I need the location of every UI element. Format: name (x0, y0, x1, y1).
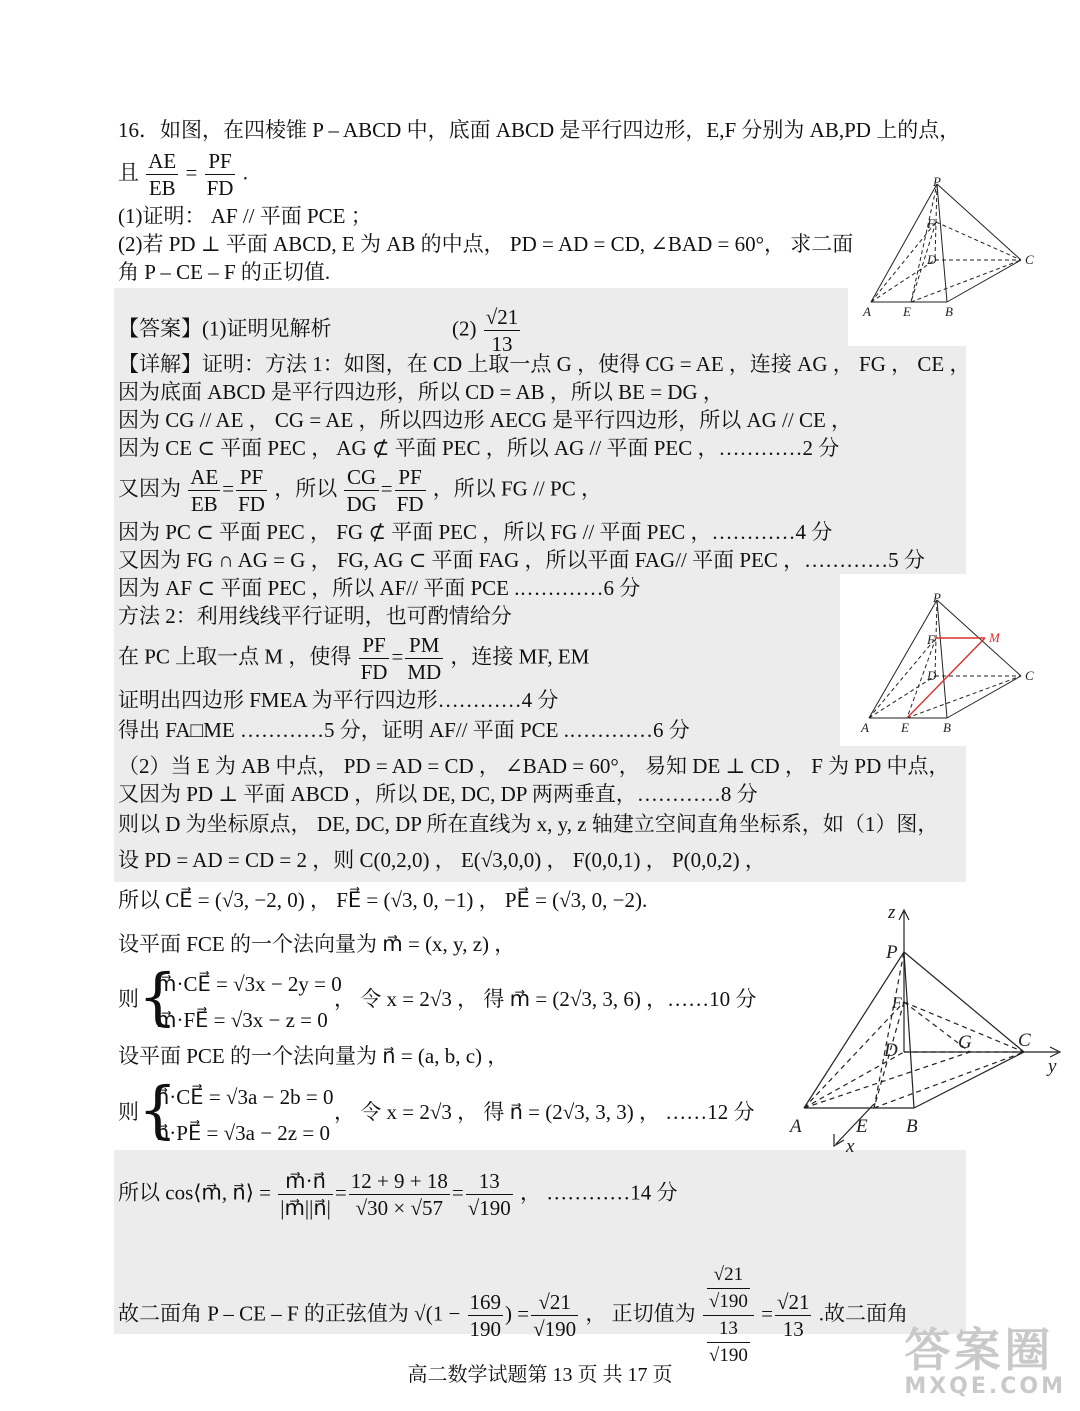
system-2-result: ， 令 x = 2√3 ， 得 n⃗ = (2√3, 3, 3) ， ……12 分 (334, 1100, 755, 1124)
brace-1: { (138, 960, 178, 1033)
solution-line-3: 因为 CG // AE ， CG = AE ，所以四边形 AECG 是平行四边形，所以 AG // CE ， (118, 408, 853, 432)
fig3-label-a: A (790, 1116, 802, 1137)
system-1-eq-a: m⃗·CE⃗ = √3x − 2y = 0 (156, 972, 342, 996)
fig3-label-b: B (906, 1116, 918, 1137)
fig1-label-d: D (927, 252, 937, 267)
solution-line-5: 又因为 $\frac{AE}{EB}$ = $\frac{PF}{FD}$ ，所以 $\frac{CG}{DG}$ = $\frac{PF}{FD}$ ，所以 FG // PC ， (118, 465, 602, 516)
ratio-pf-fd: $\frac{PF}{FD}$ (206, 149, 234, 200)
solution-line-1: 【详解】证明：方法 1：如图，在 CD 上取一点 G ，使得 CG = AE ，连接 AG ， FG ， CE ， (118, 352, 971, 376)
part2-line-3: 则以 D 为坐标原点， DE, DC, DP 所在直线为 x, y, z 轴建立空间直角坐标系，如（1）图， (118, 812, 939, 836)
answer-fraction: $\frac{√21}{13}$ (485, 305, 519, 356)
fig1-label-a: A (863, 304, 871, 319)
brace-2: { (138, 1073, 178, 1146)
fig3-label-x: x (846, 1136, 855, 1156)
fig2-label-a: A (861, 720, 869, 735)
pyramid-figure-1 (855, 170, 1045, 320)
part2-line-7: 设平面 PCE 的一个法向量为 n⃗ = (a, b, c) ， (118, 1044, 509, 1068)
system-1-prefix: 则 (118, 987, 139, 1011)
page-footer: 高二数学试题第 13 页 共 17 页 (407, 1364, 673, 1386)
system-1-eq-b: m⃗·FE⃗ = √3x − z = 0 (156, 1008, 328, 1032)
fig2-label-e: E (901, 720, 909, 735)
fig3-label-e: E (856, 1116, 868, 1137)
compound-fraction: $\frac{\frac{√21}{√190}}{\frac{13}{√190}}$ (703, 1262, 754, 1369)
method-2-line-1: 在 PC 上取一点 M ，使得 $\frac{PF}{FD}$ = $\frac{PM}{MD}$ ，连接 MF, EM (118, 633, 590, 684)
fig2-label-d: D (927, 668, 937, 683)
problem-part-2b: 角 P – CE – F 的正切值. (118, 260, 331, 284)
solution-line-2: 因为底面 ABCD 是平行四边形，所以 CD = AB ，所以 BE = DG ， (118, 380, 724, 404)
solution-line-8: 因为 AF ⊂ 平面 PEC ，所以 AF// 平面 PCE .…………6 分 (118, 576, 641, 600)
fig2-label-p: P (933, 590, 941, 605)
fig3-label-g: G (958, 1032, 972, 1053)
system-2-eq-b: n⃗·PE⃗ = √3a − 2z = 0 (156, 1121, 330, 1145)
fig3-label-p: P (886, 942, 898, 963)
fig2-label-b: B (943, 720, 951, 735)
fig1-label-p: P (933, 174, 941, 189)
ratio-ae-eb: $\frac{AE}{EB}$ (148, 149, 177, 200)
problem-line-2: 且 $\frac{AE}{EB}$ = $\frac{PF}{FD}$ . (118, 149, 248, 200)
problem-part-2: (2)若 PD ⊥ 平面 ABCD, E 为 AB 的中点， PD = AD = CD, ∠BAD = 60°， 求二面 (118, 232, 854, 256)
fig1-label-b: B (945, 304, 953, 319)
watermark-line-1: 答案圈 (904, 1323, 1055, 1377)
system-2-prefix: 则 (118, 1100, 139, 1124)
system-2-eq-a: n⃗·CE⃗ = √3a − 2b = 0 (156, 1085, 334, 1109)
method-2-line-3: 得出 FA□ME …………5 分，证明 AF// 平面 PCE .…………6 分 (118, 718, 690, 742)
part2-line-6: 设平面 FCE 的一个法向量为 m⃗ = (x, y, z) ， (118, 932, 516, 956)
part2-line-2: 又因为 PD ⊥ 平面 ABCD ，所以 DE, DC, DP 两两垂直，…………8 分 (118, 782, 758, 806)
problem-part-1: (1)证明： AF // 平面 PCE ； (118, 204, 372, 228)
system-1-result: ， 令 x = 2√3 ， 得 m⃗ = (2√3, 3, 6) ，……10 分 (334, 987, 757, 1011)
coordinate-figure (774, 886, 1074, 1156)
part2-line-5: 所以 CE⃗ = (√3, −2, 0) ， FE⃗ = (√3, 0, −1) ， PE⃗ = (√3, 0, −2). (118, 888, 648, 912)
solution-line-6: 因为 PC ⊂ 平面 PEC ， FG ⊄ 平面 PEC ，所以 FG // 平面 PEC ，…………4 分 (118, 520, 833, 544)
solution-line-4: 因为 CE ⊂ 平面 PEC ， AG ⊄ 平面 PEC ，所以 AG // 平面 PEC ，…………2 分 (118, 436, 840, 460)
fig3-label-f: F (892, 995, 902, 1012)
fig2-label-f: F (927, 632, 935, 647)
cos-line: 所以 cos⟨m⃗, n⃗⟩ = $\frac{m⃗\cdot n⃗}{|m⃗||n⃗|}$ = $\frac{12 + 9 + 18}{√30 \times √57}$ = $\frac{13}{√190}$ ， …………14 分 (118, 1169, 678, 1220)
method-2-line-2: 证明出四边形 FMEA 为平行四边形…………4 分 (118, 688, 559, 712)
part2-line-4: 设 PD = AD = CD = 2 ，则 C(0,2,0) ， E(√3,0,0) ， F(0,0,1) ， P(0,0,2) ， (118, 848, 766, 872)
watermark-line-2: MXQE.COM (904, 1374, 1066, 1399)
watermark (904, 1323, 1066, 1399)
part2-line-1: （2）当 E 为 AB 中点， PD = AD = CD ， ∠BAD = 60°， 易知 DE ⊥ CD ， F 为 PD 中点， (118, 754, 950, 778)
pyramid-figure-2 (855, 586, 1045, 738)
fig1-label-e: E (903, 304, 911, 319)
fig3-label-d: D (884, 1040, 898, 1061)
fig3-label-z: z (888, 902, 896, 923)
fig3-label-y: y (1048, 1056, 1057, 1077)
fig2-label-c: C (1025, 668, 1034, 683)
problem-line-1: 16．如图，在四棱锥 P – ABCD 中，底面 ABCD 是平行四边形，E,F 分别为 AB,PD 上的点， (118, 118, 961, 142)
method-2-title: 方法 2：利用线线平行证明，也可酌情给分 (118, 604, 512, 628)
fig2-label-m: M (989, 630, 1000, 645)
final-line: 故二面角 P – CE – F 的正弦值为 √(1 − $\frac{169}{190}$ ) = $\frac{√21}{√190}$ ， 正切值为 $\frac{\frac{√21}{√190}}{\frac{13}{√190}}$ = $\frac{√21}{13}$ .故二面角 (118, 1262, 908, 1369)
answer-line: 【答案】(1)证明见解析 (2) $\frac{√21}{13}$ (118, 305, 519, 356)
fig1-label-f: F (927, 216, 935, 231)
solution-line-7: 又因为 FG ∩ AG = G ， FG, AG ⊂ 平面 FAG ，所以平面 FAG// 平面 PEC ，…………5 分 (118, 548, 925, 572)
fig1-label-c: C (1025, 252, 1034, 267)
fig3-label-c: C (1018, 1030, 1031, 1051)
